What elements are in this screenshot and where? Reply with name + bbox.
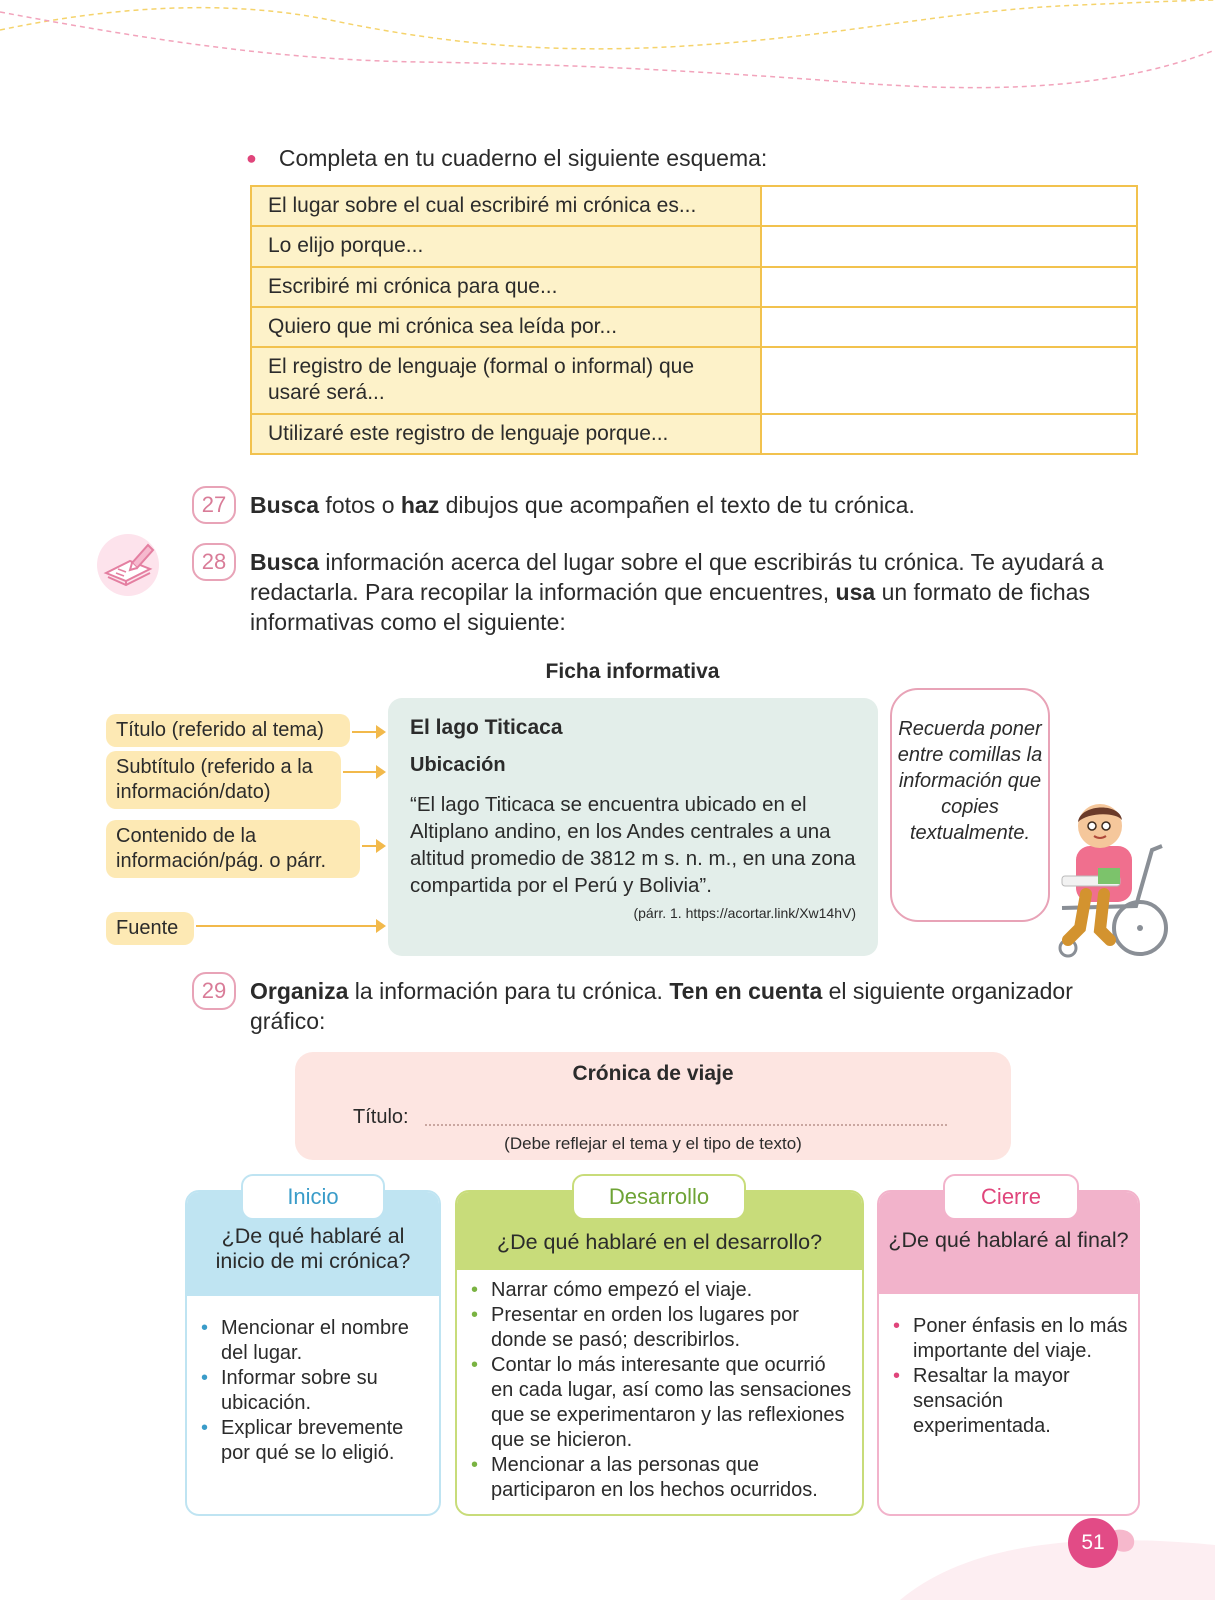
page-number: 51 [1068, 1518, 1118, 1568]
list-item: • Contar lo más interesante que ocurrió en cada lugar, así como las sensaciones que se experimentaron y las reflexiones que se hicieron. [467, 1353, 852, 1453]
scheme-answer-cell [761, 347, 1137, 414]
activity-number-29: 29 [192, 972, 236, 1010]
desarrollo-question: ¿De qué hablaré en el desarrollo? [457, 1192, 862, 1270]
text-span: información acerca del lugar sobre el que escribirás tu crónica. Te ayudará a redactarla. Para recopilar la información que encuentres, [250, 549, 1104, 605]
scheme-answer-cell [761, 226, 1137, 266]
bullet-dot: ● [246, 148, 257, 168]
inicio-list [187, 1296, 439, 1466]
label-contenido: Contenido de la información/pág. o párr. [106, 820, 360, 878]
bottom-blob-decoration [0, 1500, 1215, 1600]
tab-inicio: Inicio [241, 1174, 385, 1220]
scheme-table [250, 185, 1138, 455]
text-span: fotos o [319, 492, 401, 518]
scheme-prompt: El registro de lenguaje (formal o informal) que usaré será... [251, 347, 761, 414]
ficha-card-title: El lago Titicaca [410, 716, 563, 739]
ficha-title: Ficha informativa [545, 660, 720, 683]
list-item: • Narrar cómo empezó el viaje. [467, 1278, 852, 1303]
bold-verb: Busca [250, 492, 320, 518]
speech-bubble: Recuerda poner entre comillas la información que copies textualmente. [890, 688, 1050, 922]
ficha-card-source: (párr. 1. https://acortar.link/Xw14hV) [633, 905, 856, 921]
cierre-list [879, 1294, 1138, 1439]
column-desarrollo [455, 1184, 864, 1516]
scheme-prompt: El lugar sobre el cual escribiré mi crónica es... [251, 186, 761, 226]
instruction-text: Completa en tu cuaderno el siguiente esquema: [278, 145, 768, 171]
arrow-titulo [352, 731, 378, 733]
text-span: dibujos que acompañen el texto de tu crónica. [439, 492, 915, 518]
title-dotted-line [425, 1124, 947, 1126]
ficha-card-content: “El lago Titicaca se encuentra ubicado en el Altiplano andino, en los Andes centrales a una altitud promedio de 3812 m s. n. m., en una zona compartida por el Perú y Bolivia”. [410, 793, 856, 897]
scheme-prompt: Quiero que mi crónica sea leída por... [251, 307, 761, 347]
bold-verb: haz [400, 492, 440, 518]
arrow-contenido [362, 845, 378, 847]
tab-cierre: Cierre [943, 1174, 1079, 1220]
ficha-card-subtitle: Ubicación [410, 754, 506, 776]
scheme-prompt: Utilizaré este registro de lenguaje porque... [251, 414, 761, 454]
list-item: • Resaltar la mayor sensación experimentada. [889, 1364, 1128, 1439]
child-wheelchair-illustration [1040, 790, 1180, 960]
arrow-subtitulo [343, 771, 378, 773]
scheme-prompt: Escribiré mi crónica para que... [251, 267, 761, 307]
list-item: • Poner énfasis en lo más importante del viaje. [889, 1314, 1128, 1364]
table-row [251, 307, 1137, 347]
desarrollo-list [457, 1270, 862, 1503]
bold-verb: Organiza [250, 978, 349, 1004]
scheme-prompt: Lo elijo porque... [251, 226, 761, 266]
text-span: la información para tu crónica. [348, 978, 670, 1004]
activity-29-text [250, 976, 1110, 1036]
scheme-answer-cell [761, 414, 1137, 454]
scheme-answer-cell [761, 186, 1137, 226]
cronica-title-box [295, 1052, 1011, 1160]
text-span: el siguiente organizador gráfico: [250, 978, 1073, 1034]
title-label: Título: [353, 1106, 409, 1128]
table-row [251, 414, 1137, 454]
activity-27-text [250, 490, 1130, 520]
table-row [251, 267, 1137, 307]
title-hint: (Debe reflejar el tema y el tipo de texto) [504, 1134, 802, 1153]
column-inicio [185, 1184, 441, 1516]
scheme-answer-cell [761, 267, 1137, 307]
list-item: • Presentar en orden los lugares por donde se pasó; describirlos. [467, 1303, 852, 1353]
activity-number-28: 28 [192, 543, 236, 581]
ficha-card [388, 698, 878, 956]
text-span: un formato de fichas informativas como el siguiente: [250, 579, 1090, 635]
arrow-fuente [196, 925, 378, 927]
scheme-answer-cell [761, 307, 1137, 347]
bold-verb: Ten en cuenta [669, 978, 823, 1004]
label-subtitulo: Subtítulo (referido a la información/dato) [106, 751, 341, 809]
list-item: • Mencionar a las personas que participaron en los hechos ocurridos. [467, 1453, 852, 1503]
cierre-question: ¿De qué hablaré al final? [879, 1192, 1138, 1294]
scheme-instruction [246, 145, 767, 172]
label-titulo: Título (referido al tema) [106, 714, 350, 747]
list-item: • Informar sobre su ubicación. [197, 1366, 429, 1416]
bold-verb: Busca [250, 549, 320, 575]
table-row [251, 347, 1137, 414]
inicio-question: ¿De qué hablaré al inicio de mi crónica? [187, 1192, 439, 1296]
bold-verb: usa [835, 579, 876, 605]
table-row [251, 186, 1137, 226]
label-fuente: Fuente [106, 912, 194, 945]
top-wave-decoration [0, 0, 1215, 110]
column-cierre [877, 1184, 1140, 1516]
organizer-title: Crónica de viaje [572, 1062, 734, 1085]
tab-desarrollo: Desarrollo [572, 1174, 746, 1220]
table-row [251, 226, 1137, 266]
pencil-notebook-icon [96, 533, 160, 597]
list-item: • Mencionar el nombre del lugar. [197, 1316, 429, 1366]
list-item: • Explicar brevemente por qué se lo eligió. [197, 1416, 429, 1466]
activity-28-text [250, 547, 1110, 637]
activity-number-27: 27 [192, 486, 236, 524]
